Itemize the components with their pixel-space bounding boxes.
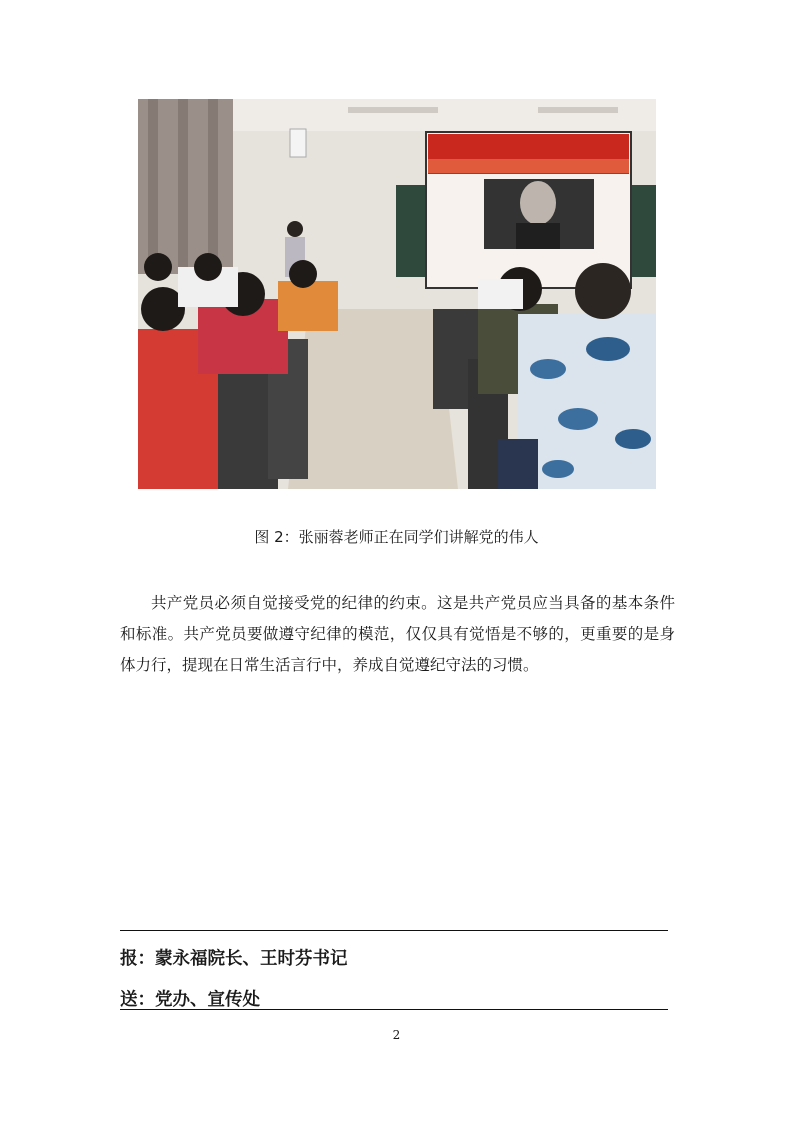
page-number: 2 xyxy=(392,1028,401,1042)
report-to-line: 报：蒙永福院长、王时芬书记 xyxy=(120,949,348,969)
classroom-photo xyxy=(138,99,656,489)
figure-caption: 图 2：张丽蓉老师正在同学们讲解党的伟人 xyxy=(254,528,539,546)
body-paragraph: 共产党员必须自觉接受党的纪律的约束。这是共产党员应当具备的基本条件和标准。共产党员要做遵守纪律的模范，仅仅具有觉悟是不够的，更重要的是身体力行，提现在日常生活言行中，养成自觉遵纪守法的习惯。 xyxy=(120,594,675,674)
bottom-rule xyxy=(120,1009,668,1010)
top-rule xyxy=(120,930,668,931)
send-to-line: 送：党办、宣传处 xyxy=(120,990,260,1010)
